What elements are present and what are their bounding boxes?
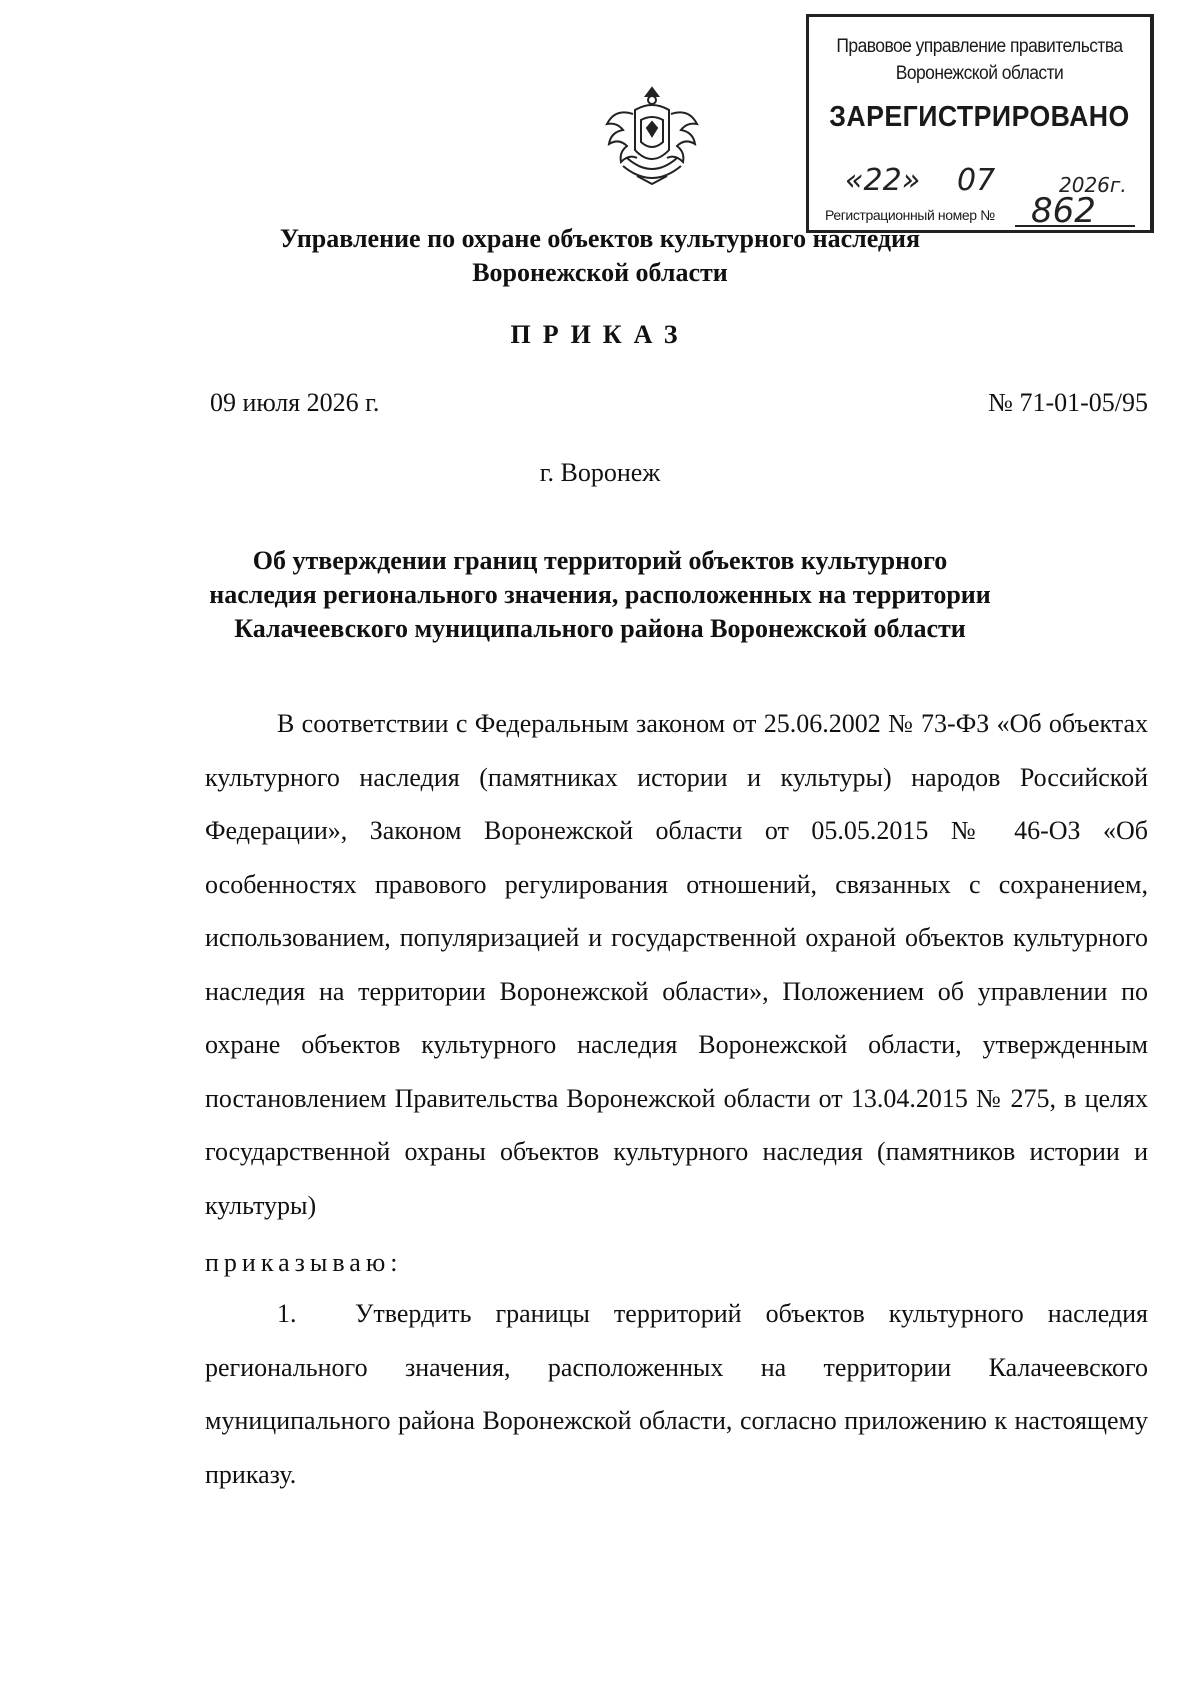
- stamp-regno-label: Регистрационный номер №: [825, 207, 995, 223]
- document-date: 09 июля 2026 г.: [210, 388, 380, 417]
- subject-line-3: Калачеевского муниципального района Воронежской области: [234, 614, 966, 643]
- subject-line-2: наследия регионального значения, расположенных на территории: [209, 580, 991, 609]
- document-type-title: ПРИКАЗ: [510, 320, 690, 349]
- subject-line-1: Об утверждении границ территорий объектов культурного: [252, 546, 948, 575]
- authority-line-1: Управление по охране объектов культурного наследия: [279, 224, 921, 253]
- document-number: № 71-01-05/95: [988, 388, 1148, 417]
- issuing-authority: [0, 222, 1200, 290]
- preamble-paragraph: В соответствии с Федеральным законом от 25.06.2002 № 73-ФЗ «Об объектах культурного наследия (памятниках истории и культуры) народов Российской Федерации», Законом Воронежской области от 05.05.2015 № 46-ОЗ «Об особенностях правового регулирования отношений, связанных с сохранением, использованием, популяризацией и государственной охраной объектов культурного наследия на территории Воронежской области», Положением об управлении по охране объектов культурного наследия Воронежской области, утвержденным постановлением Правительства Воронежской области от 13.04.2015 № 275, в целях государственной охраны объектов культурного наследия (памятников истории и культуры): [205, 709, 1148, 1220]
- coat-of-arms-emblem: [597, 80, 707, 190]
- order-item-1: [205, 1287, 1148, 1501]
- stamp-regno-value: 862: [1031, 191, 1096, 231]
- stamp-org-line-2: Воронежской области: [895, 63, 1064, 84]
- stamp-status: ЗАРЕГИСТРИРОВАНО: [829, 101, 1130, 133]
- stamp-org-line-1: Правовое управление правительства: [836, 36, 1123, 57]
- stamp-date-month: 07: [957, 163, 996, 198]
- document-city: г. Воронеж: [539, 458, 661, 487]
- authority-line-2: Воронежской области: [472, 258, 728, 287]
- item-number: 1.: [277, 1299, 297, 1328]
- stamp-date-year: 2026г.: [1059, 173, 1127, 197]
- registration-stamp: [806, 14, 1154, 233]
- stamp-date-day: «22»: [845, 163, 921, 198]
- document-subject: [0, 544, 1200, 646]
- order-word: приказываю:: [205, 1248, 403, 1277]
- stamp-organization: [823, 33, 1137, 87]
- item-text: Утвердить границы территорий объектов культурного наследия регионального значения, расположенных на территории Калачеевского муниципального района Воронежской области, согласно приложению к настоящему приказу.: [205, 1299, 1148, 1489]
